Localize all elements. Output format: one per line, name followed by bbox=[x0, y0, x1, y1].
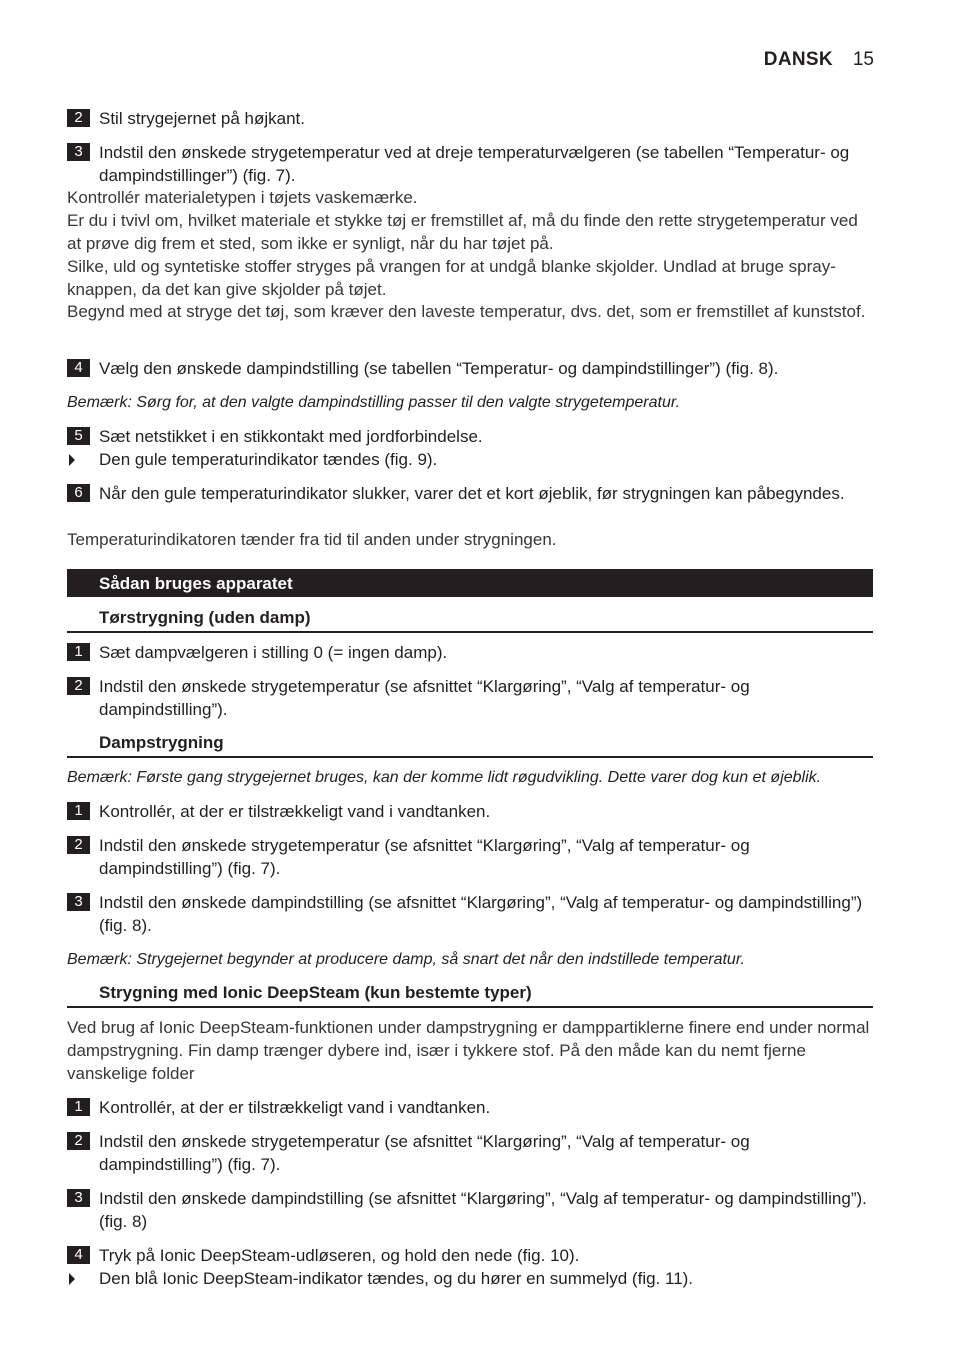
step-number: 3 bbox=[67, 143, 90, 161]
step-item bbox=[67, 107, 873, 130]
page-number: 15 bbox=[852, 49, 874, 70]
paragraph: Temperaturindikatoren tænder fra tid til anden under strygningen. bbox=[67, 530, 557, 549]
note: Bemærk: Sørg for, at den valgte dampindstilling passer til den valgte strygetemperatur. bbox=[67, 394, 681, 411]
paragraph: Ved brug af Ionic DeepSteam-funktionen under dampstrygning er damppartiklerne finere end under normal dampstrygning. Fin damp trænger dybere ind, især i tykkere stof. På den måde kan du nemt fjerne vanskelige folder bbox=[67, 1018, 870, 1083]
step-number: 4 bbox=[67, 1246, 90, 1264]
step-number: 2 bbox=[67, 1132, 90, 1150]
step-number: 1 bbox=[67, 1098, 90, 1116]
step-item bbox=[67, 800, 873, 823]
step-item bbox=[67, 357, 873, 380]
step-number: 2 bbox=[67, 677, 90, 695]
note: Bemærk: Første gang strygejernet bruges, kan der komme lidt røgudvikling. Dette varer dog kun et øjeblik. bbox=[67, 769, 822, 786]
subsection-title: Strygning med Ionic DeepSteam (kun bestemte typer) bbox=[99, 983, 532, 1002]
subsection-title: Tørstrygning (uden damp) bbox=[99, 608, 311, 627]
step-item bbox=[67, 834, 873, 880]
paragraph: Er du i tvivl om, hvilket materiale et stykke tøj er fremstillet af, må du finde den rette strygetemperatur ved at prøve dig frem et sted, som ikke er synligt, når du har tøjet på. bbox=[67, 211, 858, 253]
bullet-arrow-icon bbox=[69, 454, 75, 466]
step-item bbox=[67, 141, 873, 187]
section-heading bbox=[67, 569, 873, 597]
bullet-text: Den gule temperaturindikator tændes (fig. 9). bbox=[99, 450, 438, 469]
step-number: 2 bbox=[67, 836, 90, 854]
step-number: 3 bbox=[67, 893, 90, 911]
step-text: Stil strygejernet på højkant. bbox=[99, 109, 305, 128]
step-item bbox=[67, 1244, 873, 1267]
step-number: 1 bbox=[67, 643, 90, 661]
note: Bemærk: Strygejernet begynder at producere damp, så snart det når den indstillede temperatur. bbox=[67, 951, 745, 968]
step-text: Tryk på Ionic DeepSteam-udløseren, og hold den nede (fig. 10). bbox=[99, 1246, 580, 1265]
step-number: 6 bbox=[67, 484, 90, 502]
step-number: 3 bbox=[67, 1189, 90, 1207]
section-title: Sådan bruges apparatet bbox=[99, 574, 293, 593]
step-text: Indstil den ønskede strygetemperatur (se afsnittet “Klargøring”, “Valg af temperatur- og dampindstilling”) (fig. 7). bbox=[99, 836, 750, 878]
step-item bbox=[67, 641, 873, 664]
step-text: Indstil den ønskede strygetemperatur (se afsnittet “Klargøring”, “Valg af temperatur- og dampindstilling”) (fig. 7). bbox=[99, 1132, 750, 1174]
subsection-heading bbox=[67, 732, 873, 758]
step-text: Indstil den ønskede strygetemperatur ved at dreje temperaturvælgeren (se tabellen “Temperatur- og dampindstillinger”) (fig. 7). bbox=[99, 143, 850, 185]
bullet-arrow-icon bbox=[69, 1273, 75, 1285]
step-text: Sæt dampvælgeren i stilling 0 (= ingen damp). bbox=[99, 643, 448, 662]
step-text: Indstil den ønskede strygetemperatur (se afsnittet “Klargøring”, “Valg af temperatur- og dampindstilling”). bbox=[99, 677, 750, 719]
language-label: DANSK bbox=[763, 49, 833, 70]
paragraph: Silke, uld og syntetiske stoffer stryges på vrangen for at undgå blanke skjolder. Undlad at bruge spray-knappen, da det kan give skjolder på tøjet. bbox=[67, 257, 836, 299]
step-item bbox=[67, 891, 873, 937]
subsection-title: Dampstrygning bbox=[99, 733, 224, 752]
step-text: Indstil den ønskede dampindstilling (se afsnittet “Klargøring”, “Valg af temperatur- og dampindstilling”). (fig. 8) bbox=[99, 1189, 867, 1231]
step-item bbox=[67, 1187, 873, 1233]
step-item bbox=[67, 425, 873, 448]
step-number: 4 bbox=[67, 359, 90, 377]
step-text: Indstil den ønskede dampindstilling (se afsnittet “Klargøring”, “Valg af temperatur- og dampindstilling”) (fig. 8). bbox=[99, 893, 863, 935]
step-text: Kontrollér, at der er tilstrækkeligt vand i vandtanken. bbox=[99, 802, 491, 821]
step-item bbox=[67, 1130, 873, 1176]
result-bullet bbox=[67, 448, 873, 471]
step-number: 2 bbox=[67, 109, 90, 127]
step-text: Kontrollér, at der er tilstrækkeligt vand i vandtanken. bbox=[99, 1098, 491, 1117]
step-text: Vælg den ønskede dampindstilling (se tabellen “Temperatur- og dampindstillinger”) (fig. 8). bbox=[99, 359, 779, 378]
paragraph: Kontrollér materialetypen i tøjets vaskemærke. bbox=[67, 188, 418, 207]
result-bullet bbox=[67, 1267, 873, 1290]
subsection-heading bbox=[67, 982, 873, 1008]
subsection-heading bbox=[67, 607, 873, 633]
bullet-text: Den blå Ionic DeepSteam-indikator tændes, og du hører en summelyd (fig. 11). bbox=[99, 1269, 694, 1288]
step-number: 5 bbox=[67, 427, 90, 445]
page-header bbox=[764, 49, 874, 71]
step-number: 1 bbox=[67, 802, 90, 820]
paragraph: Begynd med at stryge det tøj, som kræver den laveste temperatur, dvs. det, som er fremstillet af kunststof. bbox=[67, 302, 866, 321]
step-text: Sæt netstikket i en stikkontakt med jordforbindelse. bbox=[99, 427, 483, 446]
step-item bbox=[67, 482, 873, 505]
step-text: Når den gule temperaturindikator slukker, varer det et kort øjeblik, før strygningen kan påbegyndes. bbox=[99, 484, 845, 503]
step-item bbox=[67, 1096, 873, 1119]
step-item bbox=[67, 675, 873, 721]
